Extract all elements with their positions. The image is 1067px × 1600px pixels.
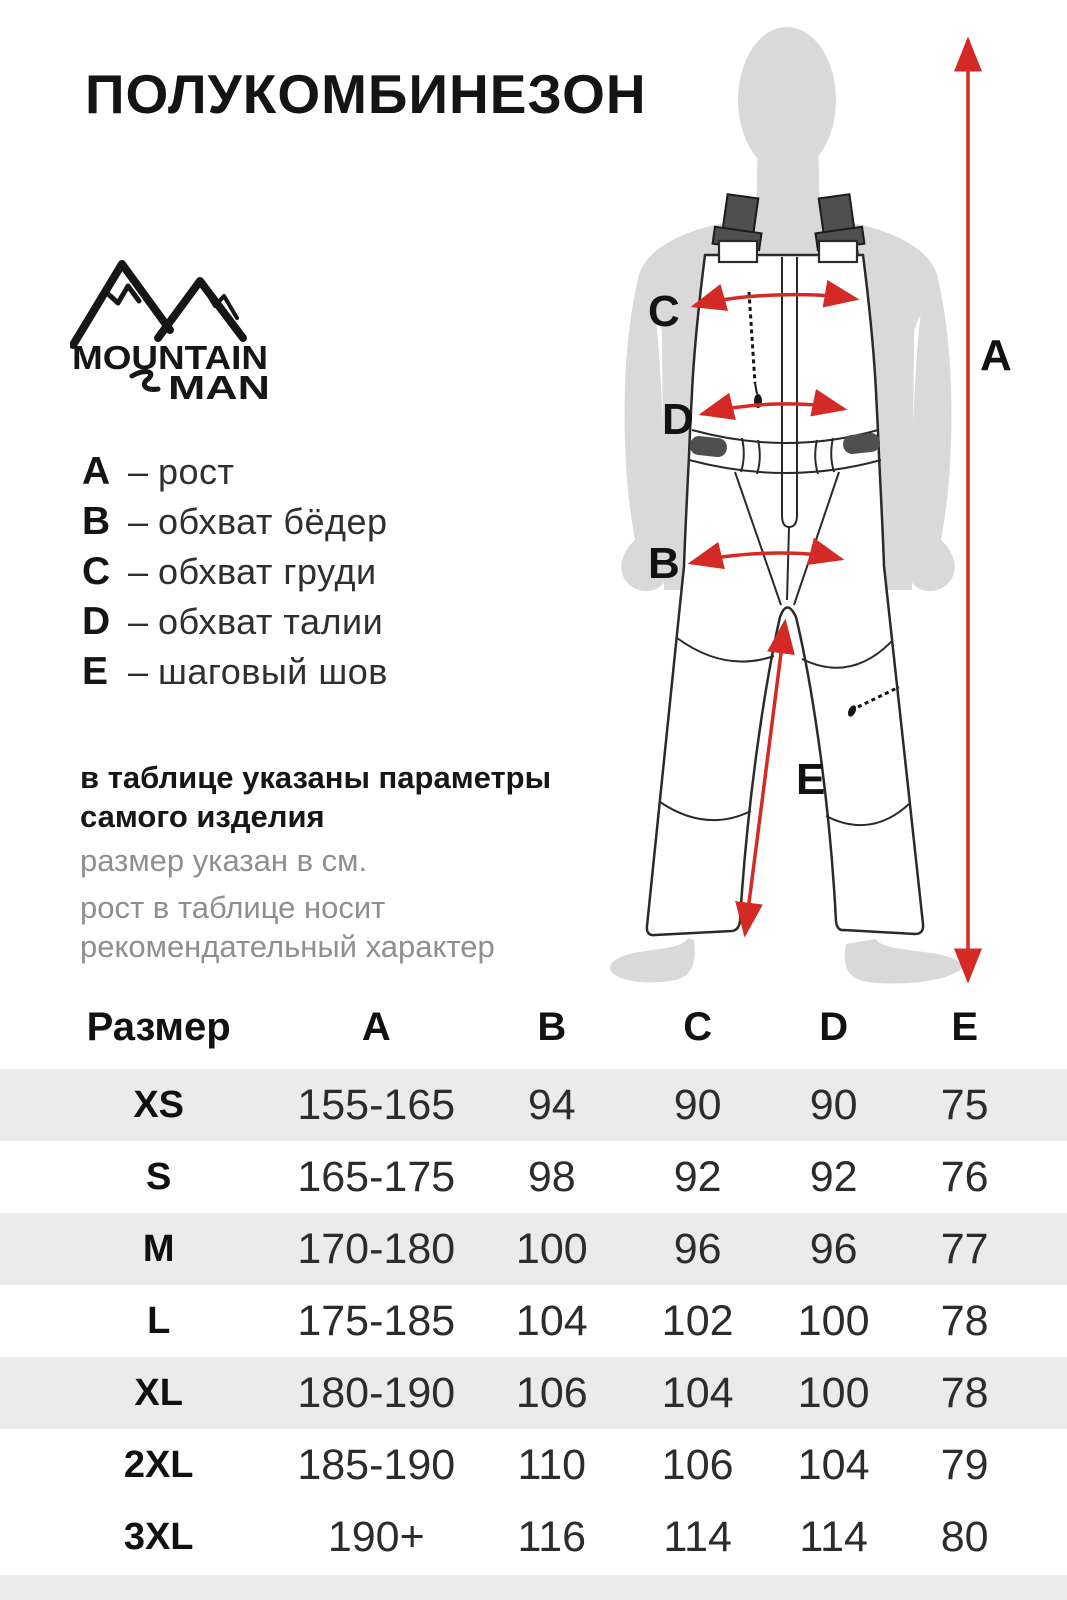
page-title: ПОЛУКОМБИНЕЗОН — [85, 63, 647, 125]
value-d: 92 — [809, 1152, 858, 1201]
silhouette-left-foot — [610, 938, 695, 982]
label-e: E — [796, 755, 826, 804]
legend-letter: A — [82, 450, 111, 493]
legend-letter: E — [82, 650, 109, 693]
value-b: 98 — [527, 1152, 576, 1201]
value-d: 90 — [809, 1080, 858, 1129]
value-b: 110 — [517, 1440, 587, 1489]
value-d: 114 — [799, 1512, 868, 1561]
value-e: 79 — [940, 1440, 989, 1489]
value-e: 80 — [940, 1512, 989, 1561]
value-c: 96 — [673, 1224, 722, 1273]
legend-dash: – — [128, 651, 149, 692]
table-row-xl — [0, 1357, 1067, 1429]
value-a: 155-165 — [297, 1080, 456, 1129]
legend-text: обхват груди — [158, 551, 377, 592]
mountain-icon — [73, 264, 243, 345]
legend-dash: – — [128, 601, 149, 642]
label-c: C — [648, 287, 680, 336]
pants-diagram — [590, 10, 1060, 995]
bottom-stripe — [0, 1575, 1067, 1600]
size-label: M — [142, 1227, 175, 1270]
value-a: 175-185 — [297, 1296, 456, 1345]
table-row-m — [0, 1213, 1067, 1285]
table-row-3xl — [0, 1501, 1067, 1573]
label-d: D — [662, 395, 694, 444]
legend-letter: C — [82, 550, 111, 593]
legend-dash: – — [128, 451, 149, 492]
size-table — [0, 985, 1067, 1573]
size-label: L — [147, 1299, 171, 1342]
size-label: XS — [133, 1083, 185, 1126]
column-header-c: C — [683, 1004, 713, 1049]
legend-item-b — [82, 500, 388, 550]
measurement-legend — [82, 450, 388, 700]
legend-text: рост — [158, 451, 235, 492]
value-c: 106 — [661, 1440, 734, 1489]
value-d: 96 — [809, 1224, 858, 1273]
column-header-a: A — [361, 1004, 391, 1049]
value-a: 185-190 — [297, 1440, 456, 1489]
legend-item-a — [82, 450, 388, 500]
value-c: 102 — [661, 1296, 734, 1345]
value-d: 100 — [797, 1368, 870, 1417]
size-label: S — [146, 1155, 172, 1198]
value-c: 92 — [673, 1152, 722, 1201]
label-a: A — [980, 331, 1012, 380]
value-e: 77 — [940, 1224, 989, 1273]
value-b: 94 — [527, 1080, 576, 1129]
brand-word-mountain: MOUNTAIN — [72, 339, 268, 376]
column-header-b: B — [537, 1004, 567, 1049]
value-c: 114 — [663, 1512, 732, 1561]
value-b: 100 — [515, 1224, 588, 1273]
value-a: 165-175 — [297, 1152, 456, 1201]
column-header-size: Размер — [86, 1004, 231, 1049]
note-height-recommendation: рост в таблице носит рекомендательный характер — [80, 890, 495, 964]
silhouette-right-foot — [845, 939, 962, 983]
legend-letter: B — [82, 500, 111, 543]
value-e: 78 — [940, 1296, 989, 1345]
value-c: 104 — [661, 1368, 734, 1417]
table-row-xs — [0, 1069, 1067, 1141]
table-row-s — [0, 1141, 1067, 1213]
value-b: 116 — [517, 1512, 587, 1561]
note-product-params: в таблице указаны параметры самого изделия — [80, 760, 552, 834]
table-row-l — [0, 1285, 1067, 1357]
legend-item-c — [82, 550, 388, 600]
label-b: B — [648, 539, 680, 588]
value-e: 78 — [940, 1368, 989, 1417]
value-c: 90 — [673, 1080, 722, 1129]
size-label: 3XL — [123, 1515, 194, 1558]
legend-item-e — [82, 650, 388, 700]
legend-letter: D — [82, 600, 111, 643]
value-e: 75 — [940, 1080, 989, 1129]
legend-item-d — [82, 600, 388, 650]
size-label: XL — [134, 1371, 183, 1414]
value-b: 104 — [515, 1296, 588, 1345]
brand-word-man: MAN — [168, 369, 270, 402]
value-b: 106 — [515, 1368, 588, 1417]
legend-dash: – — [128, 501, 149, 542]
brand-logo — [70, 250, 275, 402]
legend-text: обхват бёдер — [158, 501, 388, 542]
column-header-d: D — [819, 1004, 849, 1049]
table-header-row — [0, 985, 1067, 1069]
size-label: 2XL — [123, 1443, 194, 1486]
legend-text: шаговый шов — [158, 651, 388, 692]
note-units: размер указан в см. — [80, 843, 368, 878]
value-a: 190+ — [327, 1512, 425, 1561]
legend-text: обхват талии — [158, 601, 384, 642]
legend-dash: – — [128, 551, 149, 592]
column-header-e: E — [951, 1004, 979, 1049]
value-e: 76 — [940, 1152, 989, 1201]
value-a: 180-190 — [297, 1368, 456, 1417]
value-d: 104 — [797, 1440, 870, 1489]
value-a: 170-180 — [297, 1224, 456, 1273]
table-row-2xl — [0, 1429, 1067, 1501]
value-d: 100 — [797, 1296, 870, 1345]
